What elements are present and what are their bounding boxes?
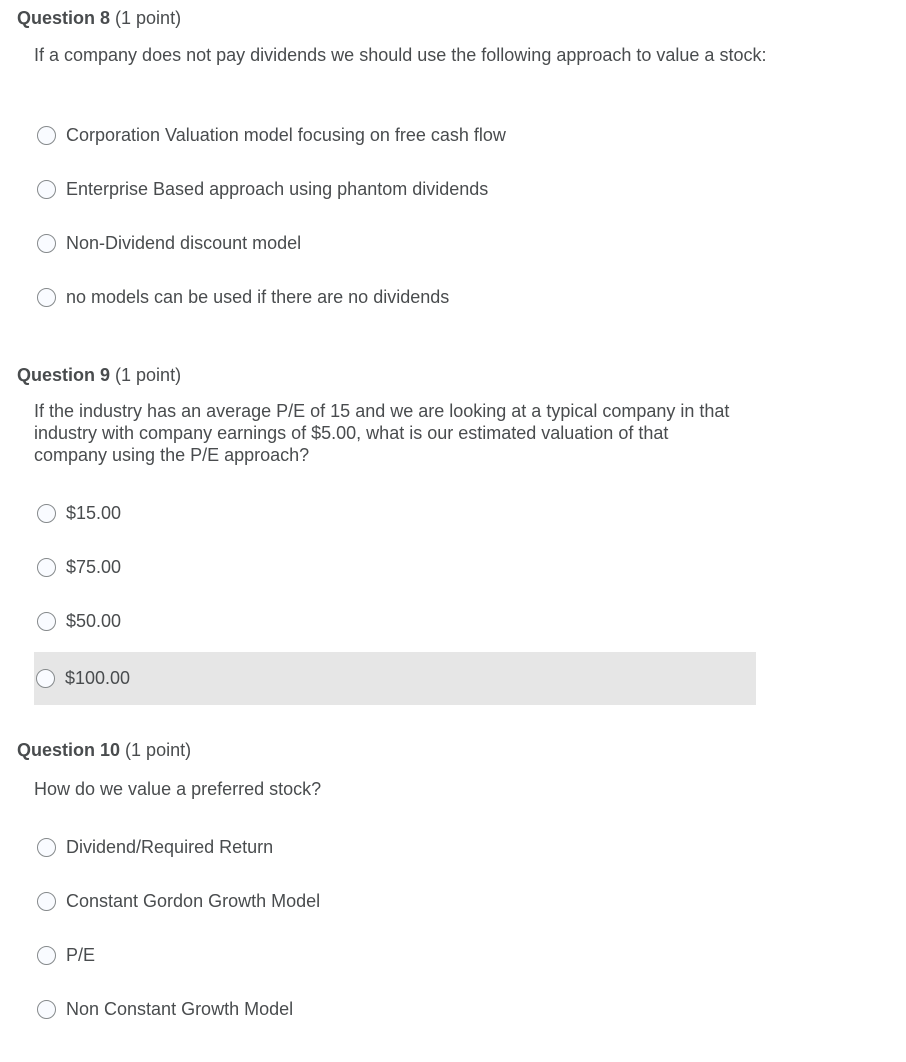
- option-label: $15.00: [66, 502, 122, 523]
- option-q8-4[interactable]: [34, 270, 756, 324]
- radio-button[interactable]: [37, 126, 56, 145]
- option-label: Non Constant Growth Model: [66, 998, 294, 1019]
- option-q9-3[interactable]: [34, 594, 756, 648]
- radio-button[interactable]: [37, 234, 56, 253]
- option-label: Enterprise Based approach using phantom dividends: [66, 178, 489, 199]
- option-q10-3[interactable]: [34, 928, 756, 982]
- option-q8-1[interactable]: [34, 108, 756, 162]
- question-9-text: If the industry has an average P/E of 15 and we are looking at a typical company in that industry with company earnings of $5.00, what is our estimated valuation of that company using the P/E approach?: [34, 401, 730, 465]
- question-points: (1 point): [125, 740, 192, 760]
- radio-button[interactable]: [36, 669, 55, 688]
- radio-button[interactable]: [37, 612, 56, 631]
- option-label: $100.00: [65, 668, 131, 688]
- question-number: Question 9: [17, 365, 111, 385]
- radio-button[interactable]: [37, 558, 56, 577]
- option-label: P/E: [66, 944, 96, 965]
- option-q9-1[interactable]: [34, 486, 756, 540]
- radio-button[interactable]: [37, 180, 56, 199]
- radio-button[interactable]: [37, 946, 56, 965]
- option-q8-2[interactable]: [34, 162, 756, 216]
- question-8-title: [17, 7, 181, 29]
- option-label: Dividend/Required Return: [66, 836, 274, 857]
- option-label: $75.00: [66, 556, 122, 577]
- option-label: Non-Dividend discount model: [66, 232, 302, 253]
- question-number: Question 10: [17, 740, 121, 760]
- question-9-title: [17, 364, 181, 386]
- option-q10-4[interactable]: [34, 982, 756, 1036]
- question-points: (1 point): [115, 8, 182, 28]
- question-8-text: If a company does not pay dividends we should use the following approach to value a stock:: [34, 45, 767, 65]
- radio-button[interactable]: [37, 838, 56, 857]
- option-q10-1[interactable]: [34, 820, 756, 874]
- option-label: no models can be used if there are no dividends: [66, 286, 450, 307]
- option-q9-2[interactable]: [34, 540, 756, 594]
- question-10-title: [17, 739, 191, 761]
- radio-button[interactable]: [37, 892, 56, 911]
- option-label: Constant Gordon Growth Model: [66, 890, 321, 911]
- option-label: $50.00: [66, 610, 122, 631]
- option-label: Corporation Valuation model focusing on free cash flow: [66, 124, 506, 145]
- option-q8-3[interactable]: [34, 216, 756, 270]
- question-10-text: How do we value a preferred stock?: [34, 779, 322, 799]
- radio-button[interactable]: [37, 504, 56, 523]
- radio-button[interactable]: [37, 288, 56, 307]
- option-q10-2[interactable]: [34, 874, 756, 928]
- option-q9-4-hovered[interactable]: [34, 652, 756, 705]
- radio-button[interactable]: [37, 1000, 56, 1019]
- question-points: (1 point): [115, 365, 182, 385]
- question-number: Question 8: [17, 8, 111, 28]
